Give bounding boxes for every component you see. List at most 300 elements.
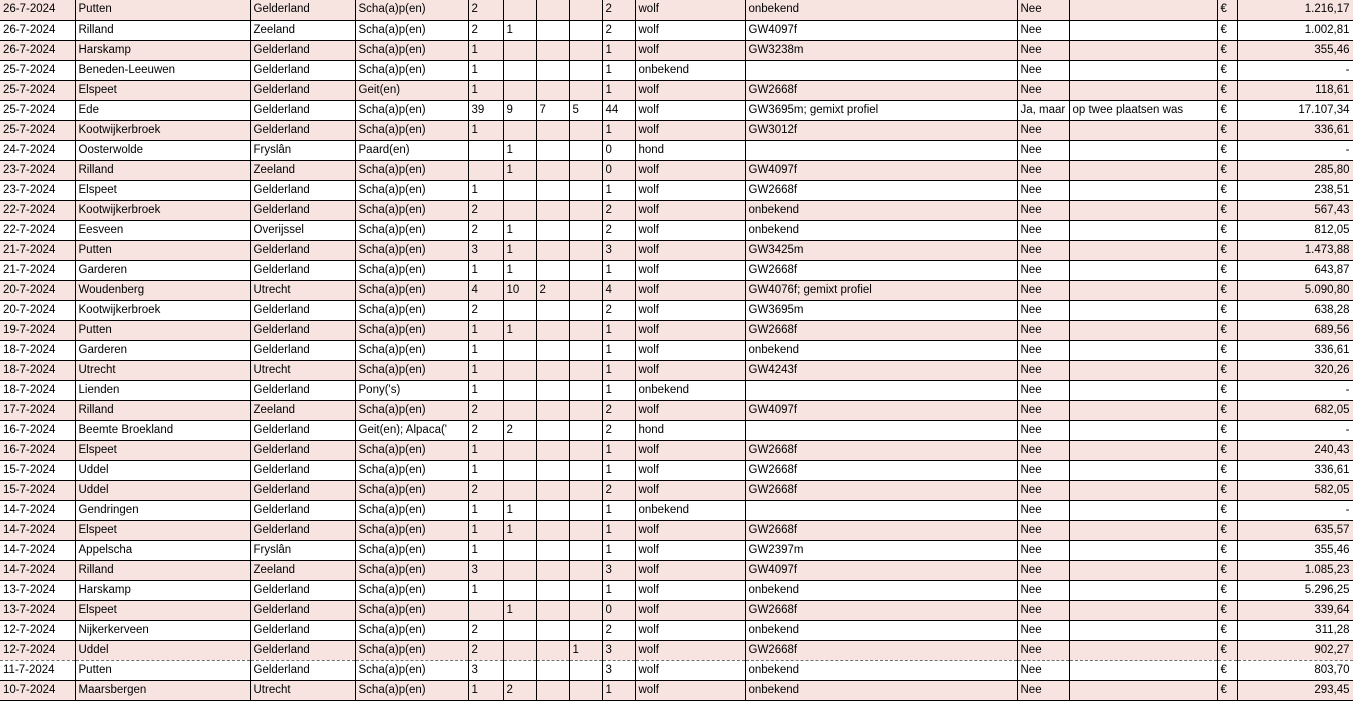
cell-currency[interactable]: € xyxy=(1217,440,1237,460)
cell-place[interactable]: Lienden xyxy=(75,380,250,400)
cell-n1[interactable] xyxy=(468,160,503,180)
cell-n1[interactable]: 1 xyxy=(468,360,503,380)
cell-note[interactable] xyxy=(1069,160,1217,180)
cell-n5[interactable]: 1 xyxy=(602,120,635,140)
cell-n5[interactable]: 1 xyxy=(602,440,635,460)
cell-date[interactable]: 21-7-2024 xyxy=(0,240,75,260)
cell-dna[interactable]: GW2668f xyxy=(745,80,1017,100)
cell-date[interactable]: 13-7-2024 xyxy=(0,580,75,600)
cell-amount[interactable]: 812,05 xyxy=(1237,220,1353,240)
cell-n3[interactable] xyxy=(536,340,569,360)
cell-amount[interactable]: 5.090,80 xyxy=(1237,280,1353,300)
cell-n1[interactable] xyxy=(468,600,503,620)
cell-n3[interactable] xyxy=(536,200,569,220)
cell-n2[interactable] xyxy=(503,300,536,320)
cell-protocol[interactable]: Nee xyxy=(1017,560,1069,580)
cell-province[interactable]: Utrecht xyxy=(250,280,355,300)
cell-currency[interactable]: € xyxy=(1217,220,1237,240)
cell-province[interactable]: Gelderland xyxy=(250,620,355,640)
cell-date[interactable]: 16-7-2024 xyxy=(0,440,75,460)
cell-n5[interactable]: 2 xyxy=(602,300,635,320)
cell-animal[interactable]: Scha(a)p(en) xyxy=(355,160,468,180)
cell-n3[interactable] xyxy=(536,400,569,420)
cell-predator[interactable]: wolf xyxy=(635,100,745,120)
cell-date[interactable]: 14-7-2024 xyxy=(0,520,75,540)
cell-n4[interactable] xyxy=(569,40,602,60)
cell-predator[interactable]: wolf xyxy=(635,560,745,580)
cell-protocol[interactable]: Nee xyxy=(1017,660,1069,680)
cell-place[interactable]: Elspeet xyxy=(75,600,250,620)
cell-note[interactable] xyxy=(1069,120,1217,140)
cell-animal[interactable]: Scha(a)p(en) xyxy=(355,640,468,660)
cell-n5[interactable]: 1 xyxy=(602,260,635,280)
cell-animal[interactable]: Scha(a)p(en) xyxy=(355,560,468,580)
cell-n3[interactable] xyxy=(536,420,569,440)
cell-animal[interactable]: Pony('s) xyxy=(355,380,468,400)
cell-note[interactable] xyxy=(1069,140,1217,160)
cell-predator[interactable]: wolf xyxy=(635,260,745,280)
cell-predator[interactable]: wolf xyxy=(635,20,745,40)
cell-note[interactable] xyxy=(1069,240,1217,260)
cell-note[interactable] xyxy=(1069,180,1217,200)
cell-currency[interactable]: € xyxy=(1217,200,1237,220)
cell-n5[interactable]: 0 xyxy=(602,160,635,180)
cell-n2[interactable]: 1 xyxy=(503,600,536,620)
cell-place[interactable]: Putten xyxy=(75,240,250,260)
cell-province[interactable]: Gelderland xyxy=(250,0,355,20)
cell-animal[interactable]: Scha(a)p(en) xyxy=(355,280,468,300)
cell-place[interactable]: Elspeet xyxy=(75,520,250,540)
cell-n4[interactable] xyxy=(569,60,602,80)
cell-predator[interactable]: wolf xyxy=(635,520,745,540)
cell-predator[interactable]: onbekend xyxy=(635,60,745,80)
cell-protocol[interactable]: Nee xyxy=(1017,260,1069,280)
table-row[interactable] xyxy=(0,360,1353,380)
cell-n1[interactable]: 1 xyxy=(468,540,503,560)
cell-n3[interactable] xyxy=(536,460,569,480)
cell-n3[interactable] xyxy=(536,660,569,680)
cell-place[interactable]: Rilland xyxy=(75,20,250,40)
cell-place[interactable]: Appelscha xyxy=(75,540,250,560)
cell-amount[interactable]: 682,05 xyxy=(1237,400,1353,420)
cell-province[interactable]: Gelderland xyxy=(250,120,355,140)
cell-n4[interactable] xyxy=(569,200,602,220)
cell-place[interactable]: Kootwijkerbroek xyxy=(75,120,250,140)
cell-predator[interactable]: wolf xyxy=(635,80,745,100)
cell-date[interactable]: 18-7-2024 xyxy=(0,380,75,400)
table-row[interactable] xyxy=(0,100,1353,120)
cell-province[interactable]: Gelderland xyxy=(250,180,355,200)
cell-protocol[interactable]: Ja, maar xyxy=(1017,100,1069,120)
cell-note[interactable] xyxy=(1069,420,1217,440)
cell-n5[interactable]: 2 xyxy=(602,400,635,420)
cell-dna[interactable]: onbekend xyxy=(745,340,1017,360)
cell-currency[interactable]: € xyxy=(1217,400,1237,420)
cell-n3[interactable]: 2 xyxy=(536,280,569,300)
cell-n1[interactable]: 2 xyxy=(468,480,503,500)
cell-predator[interactable]: wolf xyxy=(635,340,745,360)
cell-dna[interactable]: GW4097f xyxy=(745,20,1017,40)
cell-n2[interactable] xyxy=(503,40,536,60)
cell-n2[interactable] xyxy=(503,180,536,200)
cell-n4[interactable] xyxy=(569,300,602,320)
cell-dna[interactable] xyxy=(745,500,1017,520)
cell-province[interactable]: Zeeland xyxy=(250,560,355,580)
cell-n4[interactable] xyxy=(569,620,602,640)
cell-date[interactable]: 12-7-2024 xyxy=(0,620,75,640)
cell-province[interactable]: Gelderland xyxy=(250,300,355,320)
cell-animal[interactable]: Scha(a)p(en) xyxy=(355,460,468,480)
cell-date[interactable]: 22-7-2024 xyxy=(0,200,75,220)
cell-n1[interactable]: 2 xyxy=(468,0,503,20)
cell-province[interactable]: Zeeland xyxy=(250,160,355,180)
table-row[interactable] xyxy=(0,560,1353,580)
cell-n4[interactable] xyxy=(569,160,602,180)
cell-protocol[interactable]: Nee xyxy=(1017,120,1069,140)
cell-note[interactable] xyxy=(1069,580,1217,600)
cell-n5[interactable]: 1 xyxy=(602,340,635,360)
cell-n3[interactable] xyxy=(536,140,569,160)
cell-note[interactable]: op twee plaatsen was xyxy=(1069,100,1217,120)
cell-protocol[interactable]: Nee xyxy=(1017,320,1069,340)
cell-date[interactable]: 20-7-2024 xyxy=(0,300,75,320)
cell-animal[interactable]: Scha(a)p(en) xyxy=(355,120,468,140)
cell-date[interactable]: 13-7-2024 xyxy=(0,600,75,620)
cell-currency[interactable]: € xyxy=(1217,340,1237,360)
cell-protocol[interactable]: Nee xyxy=(1017,60,1069,80)
cell-protocol[interactable]: Nee xyxy=(1017,480,1069,500)
cell-note[interactable] xyxy=(1069,640,1217,660)
cell-province[interactable]: Gelderland xyxy=(250,460,355,480)
cell-n2[interactable] xyxy=(503,60,536,80)
cell-n3[interactable] xyxy=(536,520,569,540)
cell-n5[interactable]: 3 xyxy=(602,560,635,580)
cell-n4[interactable] xyxy=(569,660,602,680)
cell-n4[interactable] xyxy=(569,220,602,240)
cell-note[interactable] xyxy=(1069,500,1217,520)
cell-n2[interactable]: 1 xyxy=(503,160,536,180)
cell-n3[interactable] xyxy=(536,680,569,700)
cell-currency[interactable]: € xyxy=(1217,0,1237,20)
cell-n4[interactable] xyxy=(569,0,602,20)
table-row[interactable] xyxy=(0,500,1353,520)
cell-note[interactable] xyxy=(1069,80,1217,100)
cell-amount[interactable]: - xyxy=(1237,500,1353,520)
cell-province[interactable]: Utrecht xyxy=(250,360,355,380)
cell-amount[interactable]: 339,64 xyxy=(1237,600,1353,620)
cell-n4[interactable] xyxy=(569,440,602,460)
cell-date[interactable]: 17-7-2024 xyxy=(0,400,75,420)
cell-n1[interactable]: 1 xyxy=(468,580,503,600)
cell-note[interactable] xyxy=(1069,40,1217,60)
cell-animal[interactable]: Scha(a)p(en) xyxy=(355,320,468,340)
cell-amount[interactable]: 355,46 xyxy=(1237,540,1353,560)
cell-n4[interactable] xyxy=(569,460,602,480)
cell-n1[interactable]: 2 xyxy=(468,620,503,640)
cell-n3[interactable] xyxy=(536,180,569,200)
table-row[interactable] xyxy=(0,440,1353,460)
cell-n2[interactable] xyxy=(503,620,536,640)
cell-n4[interactable] xyxy=(569,600,602,620)
cell-protocol[interactable]: Nee xyxy=(1017,400,1069,420)
cell-protocol[interactable]: Nee xyxy=(1017,0,1069,20)
cell-n4[interactable] xyxy=(569,580,602,600)
cell-place[interactable]: Rilland xyxy=(75,400,250,420)
cell-protocol[interactable]: Nee xyxy=(1017,360,1069,380)
cell-note[interactable] xyxy=(1069,320,1217,340)
cell-protocol[interactable]: Nee xyxy=(1017,500,1069,520)
table-row[interactable] xyxy=(0,520,1353,540)
cell-amount[interactable]: - xyxy=(1237,140,1353,160)
table-row[interactable] xyxy=(0,140,1353,160)
cell-n1[interactable]: 1 xyxy=(468,340,503,360)
cell-predator[interactable]: wolf xyxy=(635,200,745,220)
cell-n5[interactable]: 3 xyxy=(602,660,635,680)
table-row[interactable] xyxy=(0,20,1353,40)
cell-province[interactable]: Gelderland xyxy=(250,320,355,340)
cell-predator[interactable]: wolf xyxy=(635,600,745,620)
cell-protocol[interactable]: Nee xyxy=(1017,640,1069,660)
cell-n1[interactable]: 2 xyxy=(468,20,503,40)
cell-animal[interactable]: Scha(a)p(en) xyxy=(355,360,468,380)
cell-n5[interactable]: 44 xyxy=(602,100,635,120)
cell-date[interactable]: 26-7-2024 xyxy=(0,40,75,60)
cell-note[interactable] xyxy=(1069,340,1217,360)
cell-province[interactable]: Zeeland xyxy=(250,20,355,40)
cell-n3[interactable] xyxy=(536,440,569,460)
cell-dna[interactable]: GW2668f xyxy=(745,460,1017,480)
cell-n3[interactable] xyxy=(536,300,569,320)
cell-protocol[interactable]: Nee xyxy=(1017,680,1069,700)
cell-n5[interactable]: 1 xyxy=(602,320,635,340)
cell-currency[interactable]: € xyxy=(1217,140,1237,160)
cell-province[interactable]: Gelderland xyxy=(250,500,355,520)
cell-n1[interactable]: 3 xyxy=(468,560,503,580)
cell-note[interactable] xyxy=(1069,520,1217,540)
cell-n5[interactable]: 1 xyxy=(602,80,635,100)
cell-currency[interactable]: € xyxy=(1217,540,1237,560)
cell-n5[interactable]: 1 xyxy=(602,60,635,80)
cell-currency[interactable]: € xyxy=(1217,20,1237,40)
cell-n5[interactable]: 1 xyxy=(602,680,635,700)
cell-animal[interactable]: Scha(a)p(en) xyxy=(355,620,468,640)
cell-protocol[interactable]: Nee xyxy=(1017,140,1069,160)
cell-date[interactable]: 22-7-2024 xyxy=(0,220,75,240)
cell-n4[interactable] xyxy=(569,280,602,300)
cell-protocol[interactable]: Nee xyxy=(1017,620,1069,640)
cell-n3[interactable] xyxy=(536,240,569,260)
cell-n5[interactable]: 1 xyxy=(602,520,635,540)
cell-place[interactable]: Uddel xyxy=(75,460,250,480)
cell-place[interactable]: Beemte Broekland xyxy=(75,420,250,440)
cell-note[interactable] xyxy=(1069,60,1217,80)
table-row[interactable] xyxy=(0,620,1353,640)
cell-predator[interactable]: wolf xyxy=(635,680,745,700)
cell-animal[interactable]: Scha(a)p(en) xyxy=(355,400,468,420)
cell-date[interactable]: 18-7-2024 xyxy=(0,340,75,360)
table-row[interactable] xyxy=(0,280,1353,300)
cell-place[interactable]: Garderen xyxy=(75,260,250,280)
cell-date[interactable]: 15-7-2024 xyxy=(0,480,75,500)
cell-animal[interactable]: Scha(a)p(en) xyxy=(355,240,468,260)
cell-n5[interactable]: 2 xyxy=(602,620,635,640)
table-row[interactable] xyxy=(0,600,1353,620)
cell-note[interactable] xyxy=(1069,460,1217,480)
cell-date[interactable]: 10-7-2024 xyxy=(0,680,75,700)
cell-animal[interactable]: Scha(a)p(en) xyxy=(355,180,468,200)
cell-n2[interactable] xyxy=(503,120,536,140)
cell-predator[interactable]: wolf xyxy=(635,580,745,600)
cell-protocol[interactable]: Nee xyxy=(1017,300,1069,320)
cell-dna[interactable]: GW3425m xyxy=(745,240,1017,260)
cell-amount[interactable]: 1.473,88 xyxy=(1237,240,1353,260)
cell-note[interactable] xyxy=(1069,280,1217,300)
table-row[interactable] xyxy=(0,680,1353,700)
cell-amount[interactable]: 5.296,25 xyxy=(1237,580,1353,600)
cell-note[interactable] xyxy=(1069,200,1217,220)
cell-place[interactable]: Rilland xyxy=(75,560,250,580)
cell-n2[interactable]: 1 xyxy=(503,140,536,160)
cell-n2[interactable] xyxy=(503,580,536,600)
cell-n3[interactable] xyxy=(536,80,569,100)
cell-protocol[interactable]: Nee xyxy=(1017,160,1069,180)
cell-n4[interactable] xyxy=(569,380,602,400)
cell-animal[interactable]: Scha(a)p(en) xyxy=(355,540,468,560)
cell-animal[interactable]: Scha(a)p(en) xyxy=(355,660,468,680)
cell-animal[interactable]: Scha(a)p(en) xyxy=(355,520,468,540)
cell-province[interactable]: Utrecht xyxy=(250,680,355,700)
cell-n2[interactable]: 1 xyxy=(503,20,536,40)
cell-date[interactable]: 18-7-2024 xyxy=(0,360,75,380)
table-row[interactable] xyxy=(0,40,1353,60)
cell-currency[interactable]: € xyxy=(1217,580,1237,600)
cell-protocol[interactable]: Nee xyxy=(1017,220,1069,240)
cell-n1[interactable]: 2 xyxy=(468,300,503,320)
cell-animal[interactable]: Scha(a)p(en) xyxy=(355,20,468,40)
cell-n1[interactable]: 2 xyxy=(468,420,503,440)
cell-n2[interactable] xyxy=(503,0,536,20)
cell-n4[interactable] xyxy=(569,320,602,340)
cell-place[interactable]: Garderen xyxy=(75,340,250,360)
table-row[interactable] xyxy=(0,240,1353,260)
cell-n3[interactable] xyxy=(536,220,569,240)
cell-n4[interactable] xyxy=(569,340,602,360)
cell-dna[interactable]: onbekend xyxy=(745,0,1017,20)
cell-dna[interactable]: GW4076f; gemixt profiel xyxy=(745,280,1017,300)
cell-predator[interactable]: wolf xyxy=(635,640,745,660)
cell-n5[interactable]: 2 xyxy=(602,480,635,500)
cell-protocol[interactable]: Nee xyxy=(1017,600,1069,620)
table-row[interactable] xyxy=(0,340,1353,360)
cell-animal[interactable]: Scha(a)p(en) xyxy=(355,500,468,520)
cell-currency[interactable]: € xyxy=(1217,620,1237,640)
cell-amount[interactable]: 240,43 xyxy=(1237,440,1353,460)
cell-dna[interactable]: GW2668f xyxy=(745,600,1017,620)
cell-n3[interactable] xyxy=(536,380,569,400)
cell-predator[interactable]: wolf xyxy=(635,160,745,180)
cell-dna[interactable]: GW3012f xyxy=(745,120,1017,140)
cell-n4[interactable] xyxy=(569,400,602,420)
cell-protocol[interactable]: Nee xyxy=(1017,420,1069,440)
cell-n4[interactable] xyxy=(569,140,602,160)
table-row[interactable] xyxy=(0,640,1353,660)
cell-n4[interactable] xyxy=(569,520,602,540)
cell-n2[interactable] xyxy=(503,360,536,380)
cell-animal[interactable]: Scha(a)p(en) xyxy=(355,440,468,460)
cell-n4[interactable] xyxy=(569,480,602,500)
cell-animal[interactable]: Scha(a)p(en) xyxy=(355,580,468,600)
cell-place[interactable]: Beneden-Leeuwen xyxy=(75,60,250,80)
cell-dna[interactable] xyxy=(745,380,1017,400)
cell-date[interactable]: 23-7-2024 xyxy=(0,160,75,180)
cell-amount[interactable]: 311,28 xyxy=(1237,620,1353,640)
cell-n1[interactable]: 4 xyxy=(468,280,503,300)
cell-n1[interactable]: 1 xyxy=(468,120,503,140)
cell-province[interactable]: Gelderland xyxy=(250,100,355,120)
cell-currency[interactable]: € xyxy=(1217,520,1237,540)
cell-currency[interactable]: € xyxy=(1217,60,1237,80)
cell-n2[interactable]: 1 xyxy=(503,520,536,540)
cell-note[interactable] xyxy=(1069,400,1217,420)
cell-currency[interactable]: € xyxy=(1217,120,1237,140)
cell-amount[interactable]: 118,61 xyxy=(1237,80,1353,100)
cell-currency[interactable]: € xyxy=(1217,500,1237,520)
cell-note[interactable] xyxy=(1069,480,1217,500)
cell-province[interactable]: Gelderland xyxy=(250,340,355,360)
cell-n2[interactable] xyxy=(503,660,536,680)
cell-currency[interactable]: € xyxy=(1217,640,1237,660)
cell-currency[interactable]: € xyxy=(1217,100,1237,120)
cell-n2[interactable] xyxy=(503,560,536,580)
cell-n2[interactable] xyxy=(503,480,536,500)
cell-amount[interactable]: 355,46 xyxy=(1237,40,1353,60)
cell-n5[interactable]: 1 xyxy=(602,40,635,60)
cell-date[interactable]: 14-7-2024 xyxy=(0,540,75,560)
cell-province[interactable]: Gelderland xyxy=(250,580,355,600)
cell-predator[interactable]: wolf xyxy=(635,480,745,500)
cell-province[interactable]: Fryslân xyxy=(250,540,355,560)
cell-dna[interactable]: GW2668f xyxy=(745,320,1017,340)
cell-date[interactable]: 24-7-2024 xyxy=(0,140,75,160)
cell-n2[interactable] xyxy=(503,80,536,100)
cell-dna[interactable] xyxy=(745,420,1017,440)
cell-protocol[interactable]: Nee xyxy=(1017,580,1069,600)
cell-province[interactable]: Gelderland xyxy=(250,40,355,60)
cell-amount[interactable]: 285,80 xyxy=(1237,160,1353,180)
cell-animal[interactable]: Geit(en) xyxy=(355,80,468,100)
cell-n1[interactable]: 2 xyxy=(468,220,503,240)
cell-date[interactable]: 21-7-2024 xyxy=(0,260,75,280)
cell-note[interactable] xyxy=(1069,260,1217,280)
cell-date[interactable]: 26-7-2024 xyxy=(0,0,75,20)
cell-predator[interactable]: wolf xyxy=(635,0,745,20)
cell-n1[interactable]: 1 xyxy=(468,180,503,200)
cell-amount[interactable]: 689,56 xyxy=(1237,320,1353,340)
cell-date[interactable]: 20-7-2024 xyxy=(0,280,75,300)
table-row[interactable] xyxy=(0,300,1353,320)
cell-place[interactable]: Gendringen xyxy=(75,500,250,520)
cell-note[interactable] xyxy=(1069,680,1217,700)
cell-n5[interactable]: 0 xyxy=(602,600,635,620)
cell-n5[interactable]: 1 xyxy=(602,460,635,480)
cell-province[interactable]: Gelderland xyxy=(250,600,355,620)
cell-protocol[interactable]: Nee xyxy=(1017,440,1069,460)
cell-predator[interactable]: wolf xyxy=(635,620,745,640)
cell-amount[interactable]: 293,45 xyxy=(1237,680,1353,700)
cell-date[interactable]: 14-7-2024 xyxy=(0,560,75,580)
cell-n4[interactable]: 1 xyxy=(569,640,602,660)
cell-currency[interactable]: € xyxy=(1217,600,1237,620)
